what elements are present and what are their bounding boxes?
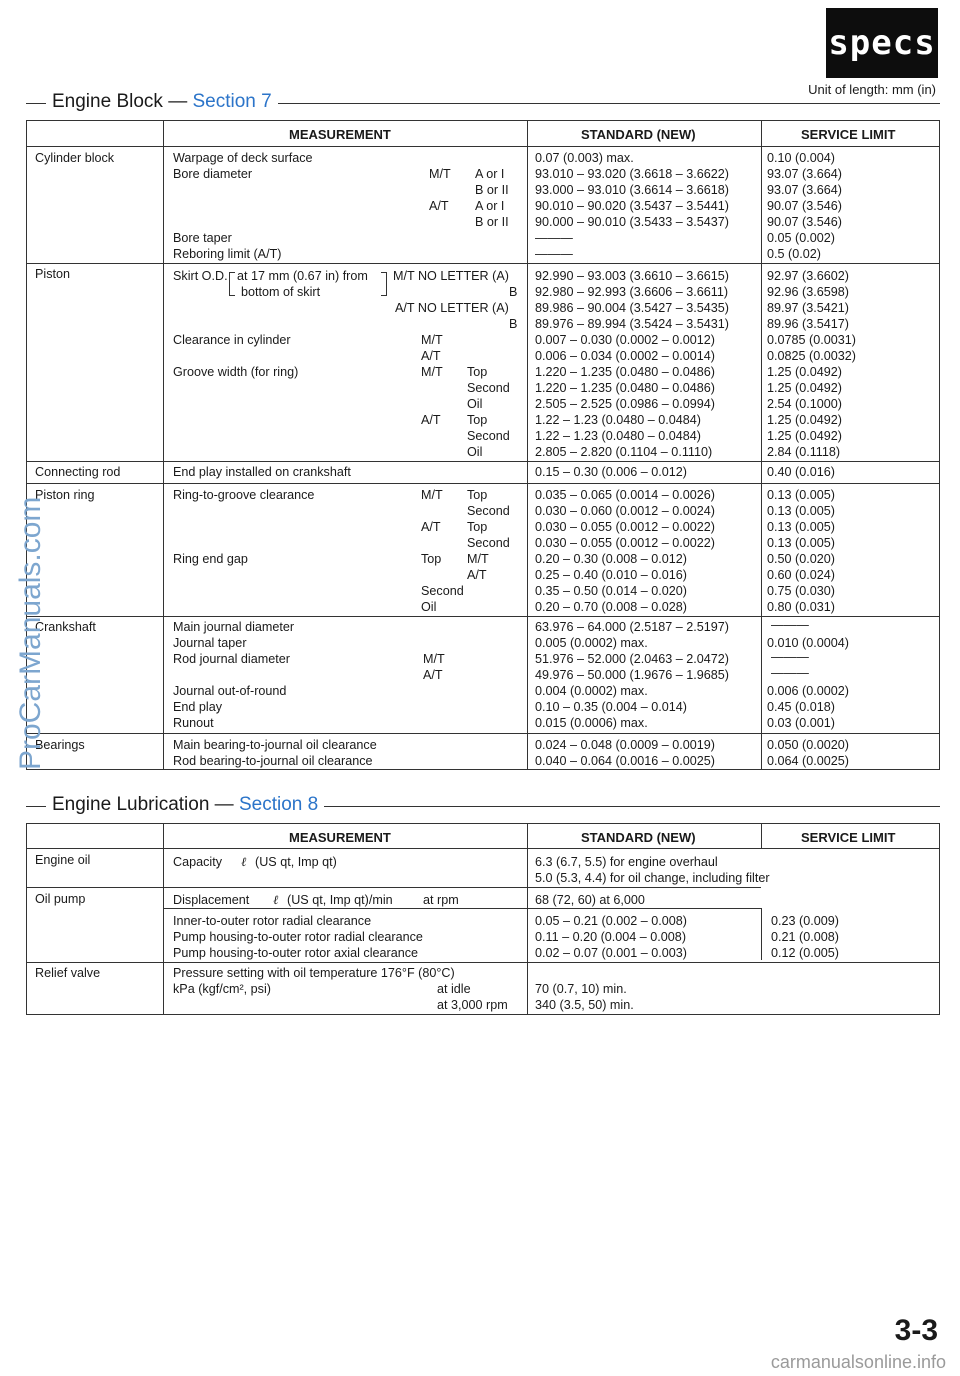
unit-label: (US qt, Imp qt): [255, 855, 337, 869]
unit-label: kPa (kgf/cm², psi): [173, 982, 271, 996]
service-limit-value: 0.21 (0.008): [771, 930, 839, 944]
class-label: M/T NO LETTER (A): [393, 269, 509, 283]
header-service-limit: SERVICE LIMIT: [801, 830, 896, 845]
transmission: A/T: [429, 199, 449, 213]
engine-block-heading: [46, 91, 278, 113]
standard-value: 70 (0.7, 10) min.: [535, 982, 627, 996]
section-7-link[interactable]: Section 7: [192, 91, 272, 112]
service-limit-value: 0.50 (0.020): [767, 552, 835, 566]
engine-lubrication-heading: [46, 794, 324, 816]
standard-value: 0.35 – 0.50 (0.014 – 0.020): [535, 584, 687, 598]
standard-value: 0.007 – 0.030 (0.0002 – 0.0012): [535, 333, 715, 347]
measurement: Pump housing-to-outer rotor axial clearance: [173, 946, 419, 960]
measurement: Ring-to-groove clearance: [173, 488, 315, 502]
class-label: B: [509, 285, 518, 299]
standard-value: 340 (3.5, 50) min.: [535, 998, 634, 1012]
unit-label: at rpm: [423, 893, 459, 907]
col-divider: [163, 824, 164, 1014]
title-dash: —: [168, 91, 188, 112]
measurement: Capacity: [173, 855, 222, 869]
standard-value: 51.976 – 52.000 (2.0463 – 2.0472): [535, 652, 729, 666]
measurement: Warpage of deck surface: [173, 151, 313, 165]
measurement: Bore diameter: [173, 167, 253, 181]
measurement: Bore taper: [173, 231, 232, 245]
service-limit-value: 0.13 (0.005): [767, 504, 835, 518]
condition-label: at idle: [437, 982, 471, 996]
measurement: Rod journal diameter: [173, 652, 290, 666]
service-limit-value: 1.25 (0.0492): [767, 365, 842, 379]
standard-value: 0.030 – 0.055 (0.0012 – 0.0022): [535, 536, 715, 550]
standard-value: 0.030 – 0.060 (0.0012 – 0.0024): [535, 504, 715, 518]
liter-symbol: ℓ: [241, 854, 247, 869]
measurement: Clearance in cylinder: [173, 333, 291, 347]
class-label: A or I: [475, 167, 505, 181]
service-limit-value: 0.13 (0.005): [767, 536, 835, 550]
category-piston: Piston: [35, 267, 71, 281]
col-divider: [761, 824, 762, 848]
measurement: Journal out-of-round: [173, 684, 287, 698]
standard-value: 68 (72, 60) at 6,000: [535, 893, 645, 907]
ring-label: Second: [467, 504, 510, 518]
service-limit-value: 89.97 (3.5421): [767, 301, 849, 315]
service-limit-value: 0.064 (0.0025): [767, 754, 849, 768]
standard-value: 92.980 – 92.993 (3.6606 – 3.6611): [535, 285, 729, 299]
standard-value: 0.20 – 0.70 (0.008 – 0.028): [535, 600, 687, 614]
ring-label: Second: [467, 536, 510, 550]
service-limit-value: 0.05 (0.002): [767, 231, 835, 245]
standard-value: 92.990 – 93.003 (3.6610 – 3.6615): [535, 269, 729, 283]
row-rule: [27, 733, 939, 734]
measurement: Main bearing-to-journal oil clearance: [173, 738, 377, 752]
service-limit-value: 2.54 (0.1000): [767, 397, 842, 411]
transmission: A/T: [421, 349, 441, 363]
page-number: 3-3: [894, 1314, 938, 1347]
measurement: Runout: [173, 716, 214, 730]
service-limit-value: 0.60 (0.024): [767, 568, 835, 582]
skirt-note: at 17 mm (0.67 in) from: [237, 269, 368, 283]
standard-value: 6.3 (6.7, 5.5) for engine overhaul: [535, 855, 718, 869]
row-rule: [27, 146, 939, 147]
service-limit-value: 0.006 (0.0002): [767, 684, 849, 698]
standard-value: 0.004 (0.0002) max.: [535, 684, 648, 698]
transmission: M/T: [467, 552, 489, 566]
row-rule: [163, 908, 761, 909]
standard-value: 0.005 (0.0002) max.: [535, 636, 648, 650]
service-limit-value: 0.03 (0.001): [767, 716, 835, 730]
ring-label: Top: [467, 520, 488, 534]
measurement: Main journal diameter: [173, 620, 295, 634]
service-limit-value: 0.0825 (0.0032): [767, 349, 856, 363]
category-crankshaft: Crankshaft: [35, 620, 96, 634]
title-dash: —: [214, 794, 234, 815]
standard-value: 89.976 – 89.994 (3.5424 – 3.5431): [535, 317, 729, 331]
col-divider: [527, 121, 528, 769]
standard-value: 1.22 – 1.23 (0.0480 – 0.0484): [535, 429, 701, 443]
service-limit-value: 0.5 (0.02): [767, 247, 821, 261]
class-label: B or II: [475, 215, 509, 229]
measurement: Skirt O.D.: [173, 269, 228, 283]
standard-value: 0.07 (0.003) max.: [535, 151, 634, 165]
ring-label: Oil: [421, 600, 437, 614]
service-limit-value: 0.13 (0.005): [767, 520, 835, 534]
standard-value: 93.010 – 93.020 (3.6618 – 3.6622): [535, 167, 729, 181]
transmission: M/T: [421, 333, 443, 347]
service-limit-value: 93.07 (3.664): [767, 167, 842, 181]
service-limit-value: 0.050 (0.0020): [767, 738, 849, 752]
transmission: M/T: [421, 365, 443, 379]
measurement: Ring end gap: [173, 552, 248, 566]
standard-value: 0.040 – 0.064 (0.0016 – 0.0025): [535, 754, 715, 768]
header-standard: STANDARD (NEW): [581, 127, 696, 142]
ring-label: Top: [467, 488, 488, 502]
service-limit-value: ———: [771, 666, 809, 680]
measurement: Displacement: [173, 893, 250, 907]
category-engine-oil: Engine oil: [35, 853, 91, 867]
transmission: A/T: [467, 568, 487, 582]
standard-value: 93.000 – 93.010 (3.6614 – 3.6618): [535, 183, 729, 197]
measurement: Groove width (for ring): [173, 365, 299, 379]
service-limit-value: 90.07 (3.546): [767, 215, 842, 229]
category-bearings: Bearings: [35, 738, 85, 752]
transmission: A/T: [421, 413, 441, 427]
condition-label: at 3,000 rpm: [437, 998, 508, 1012]
col-divider: [761, 908, 762, 960]
class-label: B: [509, 317, 518, 331]
standard-value: 0.015 (0.0006) max.: [535, 716, 648, 730]
col-divider: [527, 824, 528, 1014]
engine-lubrication-title: Engine Lubrication: [52, 794, 210, 815]
service-limit-value: 92.96 (3.6598): [767, 285, 849, 299]
service-limit-value: 0.12 (0.005): [771, 946, 839, 960]
measurement: Reboring limit (A/T): [173, 247, 282, 261]
row-rule: [27, 263, 939, 264]
standard-value: 1.220 – 1.235 (0.0480 – 0.0486): [535, 365, 715, 379]
measurement: End play: [173, 700, 223, 714]
bracket: [229, 272, 235, 296]
service-limit-value: ———: [771, 650, 809, 664]
engine-block-title: Engine Block: [52, 91, 163, 112]
service-limit-value: 0.13 (0.005): [767, 488, 835, 502]
ring-label: Second: [421, 584, 464, 598]
standard-value: 0.20 – 0.30 (0.008 – 0.012): [535, 552, 687, 566]
service-limit-value: 0.45 (0.018): [767, 700, 835, 714]
row-rule: [27, 848, 939, 849]
transmission: M/T: [421, 488, 443, 502]
ring-label: Oil: [467, 397, 483, 411]
header-measurement: MEASUREMENT: [289, 127, 391, 142]
header-standard: STANDARD (NEW): [581, 830, 696, 845]
category-piston-ring: Piston ring: [35, 488, 95, 502]
service-limit-value: 0.23 (0.009): [771, 914, 839, 928]
service-limit-value: 90.07 (3.546): [767, 199, 842, 213]
transmission: M/T: [423, 652, 445, 666]
engine-lubrication-table: [26, 823, 940, 1015]
standard-value: 2.805 – 2.820 (0.1104 – 0.1110): [535, 445, 713, 459]
row-rule: [27, 461, 939, 462]
transmission: M/T: [429, 167, 451, 181]
standard-value: 0.11 – 0.20 (0.004 – 0.008): [535, 930, 687, 944]
service-limit-value: 0.10 (0.004): [767, 151, 835, 165]
unit-label: (US qt, Imp qt)/min: [287, 893, 393, 907]
service-limit-value: 92.97 (3.6602): [767, 269, 849, 283]
category-relief-valve: Relief valve: [35, 966, 101, 980]
measurement: Pressure setting with oil temperature 176°F (80°C): [173, 966, 455, 980]
standard-value: 0.024 – 0.048 (0.0009 – 0.0019): [535, 738, 715, 752]
standard-value: 90.000 – 90.010 (3.5433 – 3.5437): [535, 215, 729, 229]
category-oil-pump: Oil pump: [35, 892, 86, 906]
standard-value: 63.976 – 64.000 (2.5187 – 2.5197): [535, 620, 729, 634]
measurement: Rod bearing-to-journal oil clearance: [173, 754, 373, 768]
ring-label: Second: [467, 429, 510, 443]
header-service-limit: SERVICE LIMIT: [801, 127, 896, 142]
standard-value: 0.05 – 0.21 (0.002 – 0.008): [535, 914, 687, 928]
standard-value: ———: [535, 231, 573, 245]
row-rule: [27, 887, 761, 888]
service-limit-value: 0.0785 (0.0031): [767, 333, 856, 347]
service-limit-value: 0.010 (0.0004): [767, 636, 849, 650]
service-limit-value: 0.40 (0.016): [767, 465, 835, 479]
standard-value: 0.006 – 0.034 (0.0002 – 0.0014): [535, 349, 715, 363]
service-limit-value: 2.84 (0.1118): [767, 445, 841, 459]
service-limit-value: 89.96 (3.5417): [767, 317, 849, 331]
measurement: Inner-to-outer rotor radial clearance: [173, 914, 372, 928]
class-label: A/T NO LETTER (A): [395, 301, 509, 315]
standard-value: 89.986 – 90.004 (3.5427 – 3.5435): [535, 301, 729, 315]
standard-value: 0.10 – 0.35 (0.004 – 0.014): [535, 700, 687, 714]
watermark: ProCarManuals.com: [14, 496, 47, 770]
skirt-note: bottom of skirt: [241, 285, 321, 299]
liter-symbol: ℓ: [273, 892, 279, 907]
measurement: End play installed on crankshaft: [173, 465, 351, 479]
ring-label: Top: [467, 365, 488, 379]
standard-value: 5.0 (5.3, 4.4) for oil change, including filter: [535, 871, 770, 885]
transmission: A/T: [423, 668, 443, 682]
unit-note: Unit of length: mm (in): [808, 82, 936, 97]
specs-badge: specs: [826, 8, 938, 78]
bracket: [381, 272, 387, 296]
standard-value: 0.035 – 0.065 (0.0014 – 0.0026): [535, 488, 715, 502]
section-8-link[interactable]: Section 8: [238, 794, 319, 815]
standard-value: 0.15 – 0.30 (0.006 – 0.012): [535, 465, 687, 479]
category-connecting-rod: Connecting rod: [35, 465, 121, 479]
row-rule: [27, 483, 939, 484]
class-label: B or II: [475, 183, 509, 197]
measurement: Pump housing-to-outer rotor radial clearance: [173, 930, 423, 944]
footer-site: carmanualsonline.info: [770, 1352, 946, 1372]
class-label: A or I: [475, 199, 505, 213]
service-limit-value: 1.25 (0.0492): [767, 429, 842, 443]
ring-label: Top: [421, 552, 442, 566]
transmission: A/T: [421, 520, 441, 534]
standard-value: 2.505 – 2.525 (0.0986 – 0.0994): [535, 397, 715, 411]
measurement: Journal taper: [173, 636, 247, 650]
service-limit-value: 1.25 (0.0492): [767, 413, 842, 427]
ring-label: Second: [467, 381, 510, 395]
standard-value: 0.25 – 0.40 (0.010 – 0.016): [535, 568, 687, 582]
standard-value: 49.976 – 50.000 (1.9676 – 1.9685): [535, 668, 729, 682]
ring-label: Oil: [467, 445, 483, 459]
col-divider: [163, 121, 164, 769]
service-limit-value: ———: [771, 618, 809, 632]
standard-value: 0.02 – 0.07 (0.001 – 0.003): [535, 946, 687, 960]
standard-value: 90.010 – 90.020 (3.5437 – 3.5441): [535, 199, 729, 213]
col-divider: [761, 121, 762, 769]
engine-block-table: [26, 120, 940, 770]
standard-value: 1.22 – 1.23 (0.0480 – 0.0484): [535, 413, 701, 427]
service-limit-value: 0.75 (0.030): [767, 584, 835, 598]
standard-value: ———: [535, 247, 573, 261]
service-limit-value: 1.25 (0.0492): [767, 381, 842, 395]
ring-label: Top: [467, 413, 488, 427]
service-limit-value: 93.07 (3.664): [767, 183, 842, 197]
header-measurement: MEASUREMENT: [289, 830, 391, 845]
standard-value: 1.220 – 1.235 (0.0480 – 0.0486): [535, 381, 715, 395]
standard-value: 0.030 – 0.055 (0.0012 – 0.0022): [535, 520, 715, 534]
service-limit-value: 0.80 (0.031): [767, 600, 835, 614]
row-rule: [27, 962, 939, 963]
category-cylinder-block: Cylinder block: [35, 151, 115, 165]
